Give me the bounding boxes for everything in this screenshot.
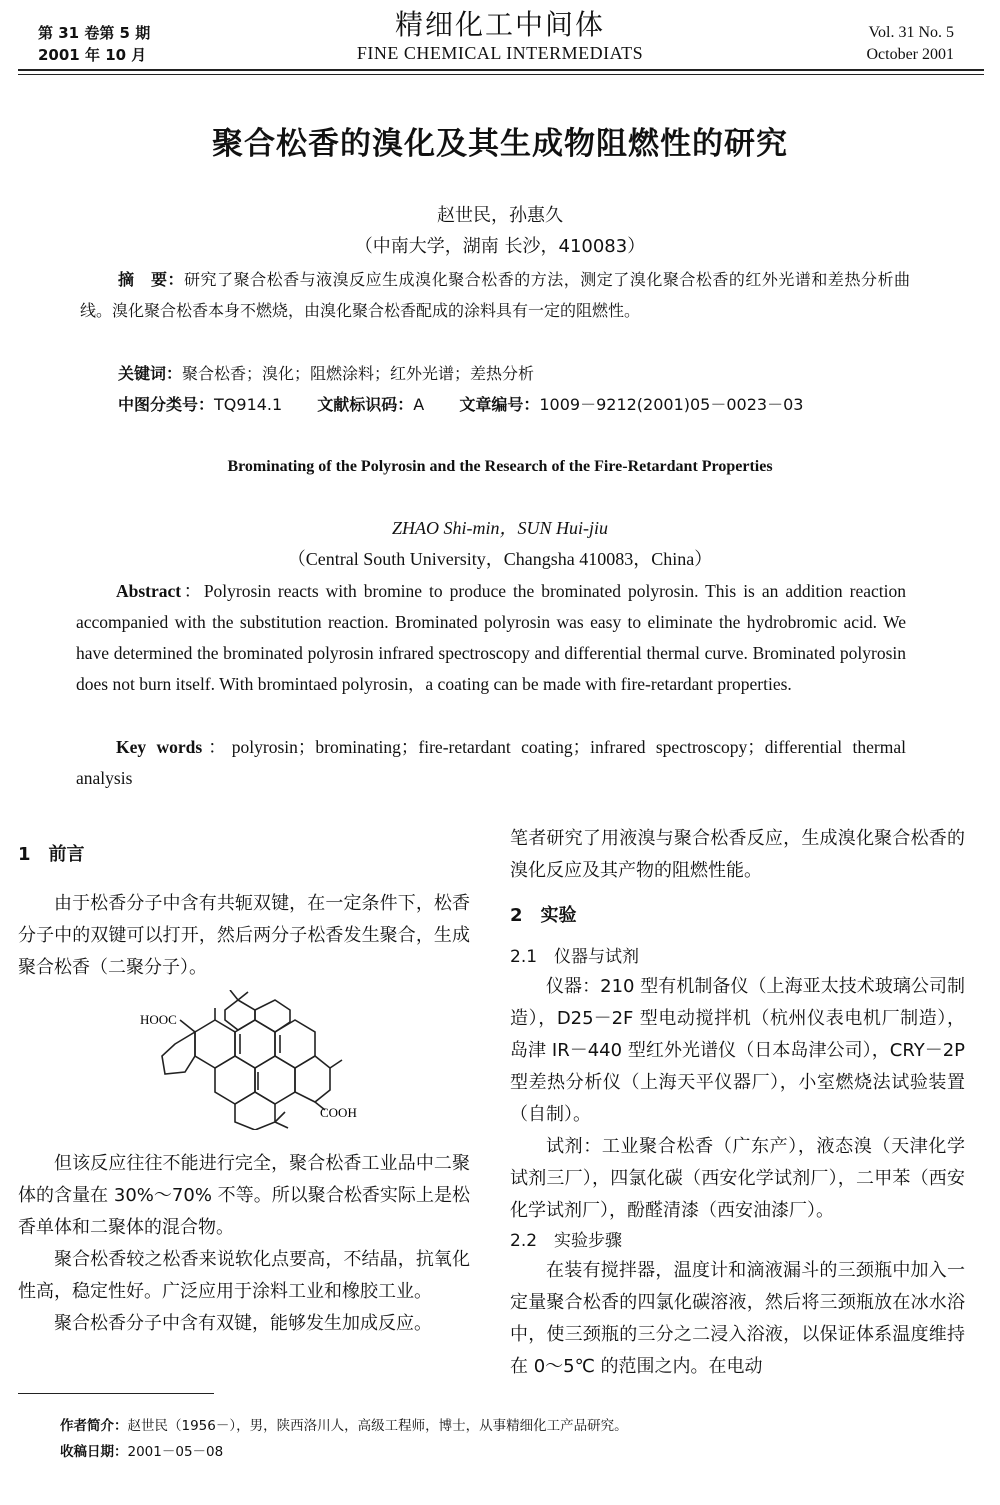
section-1-paragraph-1: 由于松香分子中含有共轭双键，在一定条件下，松香分子中的双键可以打开，然后两分子松香发生聚合，生成聚合松香（二聚分子）。 bbox=[18, 893, 470, 978]
footnote-rule bbox=[18, 1393, 214, 1394]
journal-title-cn: 精细化工中间体 bbox=[394, 8, 605, 41]
section-2-heading: 2 实验 bbox=[510, 905, 577, 926]
section-2-2-paragraph-1: 在装有搅拌器，温度计和滴液漏斗的三颈瓶中加入一定量聚合松香的四氯化碳溶液，然后将三颈瓶放在冰水浴中，使三颈瓶的三分之二浸入浴液，以保证体系温度维持在 0～5℃ 的范围之内。在电动 bbox=[510, 1260, 965, 1377]
volume-issue: 第 31 卷第 5 期 bbox=[38, 24, 151, 42]
ring-j bbox=[295, 1056, 330, 1102]
issue-date-en: October 2001 bbox=[866, 46, 954, 63]
affiliation-en: （Central South University，Changsha 410083，China） bbox=[287, 549, 713, 569]
header-rule-thin bbox=[18, 74, 984, 75]
received-date-label: 收稿日期： bbox=[60, 1444, 128, 1460]
article-number-value: 1009－9212(2001)05－0023－03 bbox=[539, 395, 804, 414]
author-bio-text: 赵世民（1956－），男，陕西洛川人，高级工程师，博士，从事精细化工产品研究。 bbox=[127, 1418, 628, 1434]
section-1-paragraph-4: 聚合松香分子中含有双键，能够发生加成反应。 bbox=[54, 1313, 432, 1334]
volume-info-en bbox=[866, 22, 954, 66]
ring-h bbox=[255, 1000, 290, 1032]
right-column-paragraph-0: 笔者研究了用液溴与聚合松香反应，生成溴化聚合松香的溴化反应及其产物的阻燃性能。 bbox=[510, 828, 965, 881]
article-number-label: 文章编号： bbox=[459, 395, 540, 414]
right-column bbox=[510, 823, 965, 1383]
polyrosin-structure-figure bbox=[130, 990, 380, 1130]
ring-e bbox=[255, 1056, 295, 1104]
paper-title-cn: 聚合松香的溴化及其生成物阻燃性的研究 bbox=[212, 126, 788, 162]
classification-line bbox=[118, 391, 833, 419]
received-date-text: 2001－05－08 bbox=[127, 1444, 224, 1460]
journal-title-block bbox=[0, 8, 1000, 64]
section-2-2-heading: 2.2 实验步骤 bbox=[510, 1231, 623, 1251]
abstract-en bbox=[76, 576, 906, 700]
journal-title-en: FINE CHEMICAL INTERMEDIATS bbox=[356, 43, 644, 63]
abstract-en-label: Abstract bbox=[116, 581, 182, 601]
abstract-cn-label: 摘 要： bbox=[118, 270, 185, 289]
keywords-en-text: ：polyrosin；brominating；fire-retardant coating；infrared spectroscopy；differential thermal analysis bbox=[76, 737, 906, 788]
author-bio-footnote bbox=[60, 1414, 628, 1438]
clc-label: 中图分类号： bbox=[118, 395, 215, 414]
keywords-cn-label: 关键词： bbox=[118, 364, 183, 383]
keywords-cn-text: 聚合松香；溴化；阻燃涂料；红外光谱；差热分析 bbox=[182, 364, 535, 383]
ring-g bbox=[225, 1000, 255, 1030]
keywords-en-label: Key words bbox=[116, 737, 203, 757]
authors-en: ZHAO Shi-min，SUN Hui-jiu bbox=[392, 518, 608, 538]
issue-date: 2001 年 10 月 bbox=[38, 46, 147, 64]
abstract-cn-text: 研究了聚合松香与液溴反应生成溴化聚合松香的方法，测定了溴化聚合松香的红外光谱和差热分析曲线。溴化聚合松香本身不燃烧，由溴化聚合松香配成的涂料具有一定的阻燃性。 bbox=[80, 270, 910, 320]
section-2-1-paragraph-2: 试剂：工业聚合松香（广东产），液态溴（天津化学试剂三厂），四氯化碳（西安化学试剂厂），二甲苯（西安化学试剂厂），酚醛清漆（西安油漆厂）。 bbox=[510, 1136, 965, 1221]
keywords-en bbox=[76, 732, 906, 794]
section-1-paragraph-2: 但该反应往往不能进行完全，聚合松香工业品中二聚体的含量在 30%～70% 不等。所以聚合松香实际上是松香单体和二聚体的混合物。 bbox=[18, 1153, 470, 1238]
doc-code-label: 文献标识码： bbox=[317, 395, 414, 414]
author-bio-label: 作者简介： bbox=[60, 1418, 128, 1434]
affiliation-cn: （中南大学，湖南 长沙，410083） bbox=[354, 236, 646, 257]
left-column-top bbox=[18, 840, 470, 984]
header-rule-thick bbox=[18, 69, 984, 71]
abstract-cn bbox=[80, 264, 910, 326]
keywords-cn bbox=[118, 360, 534, 388]
volume-number-en: Vol. 31 No. 5 bbox=[868, 24, 954, 41]
ring-d bbox=[235, 1020, 275, 1068]
ring-i bbox=[235, 1092, 275, 1130]
received-date-footnote bbox=[60, 1440, 223, 1464]
authors-cn: 赵世民，孙惠久 bbox=[437, 205, 563, 226]
ring-a bbox=[195, 1020, 235, 1068]
section-1-heading: 1 前言 bbox=[18, 844, 85, 865]
paper-title-en: Brominating of the Polyrosin and the Research of the Fire-Retardant Properties bbox=[227, 458, 773, 475]
ring-c bbox=[215, 1056, 255, 1104]
cooh-label: COOH bbox=[320, 1105, 357, 1120]
section-2-1-paragraph-1: 仪器：210 型有机制备仪（上海亚太技术玻璃公司制造），D25－2F 型电动搅拌机（杭州仪表电机厂制造），岛津 IR－440 型红外光谱仪（日本岛津公司），CRY－2P 型差热分析仪（上海天平仪器厂），小室燃烧法试验装置（自制）。 bbox=[510, 976, 965, 1125]
abstract-en-text: ：Polyrosin reacts with bromine to produce the brominated polyrosin. This is an addition reaction accompanied with the substitution reaction. Brominated polyrosin was easy to eliminate the hydrobromic acid. We have determined the brominated polyrosin infrared spectroscopy and differential thermal curve. Brominated polyrosin does not burn itself. With bromintaed polyrosin，a coating can be made with fire-retardant properties. bbox=[76, 581, 906, 694]
doc-code-value: A bbox=[413, 395, 425, 414]
section-1-paragraph-3: 聚合松香较之松香来说软化点要高，不结晶，抗氧化性高，稳定性好。广泛应用于涂料工业和橡胶工业。 bbox=[18, 1249, 470, 1302]
ring-b bbox=[162, 1032, 195, 1074]
clc-value: TQ914.1 bbox=[214, 395, 283, 414]
left-column-bottom bbox=[18, 1148, 470, 1340]
hooc-label: HOOC bbox=[140, 1012, 177, 1027]
section-2-1-heading: 2.1 仪器与试剂 bbox=[510, 947, 640, 967]
